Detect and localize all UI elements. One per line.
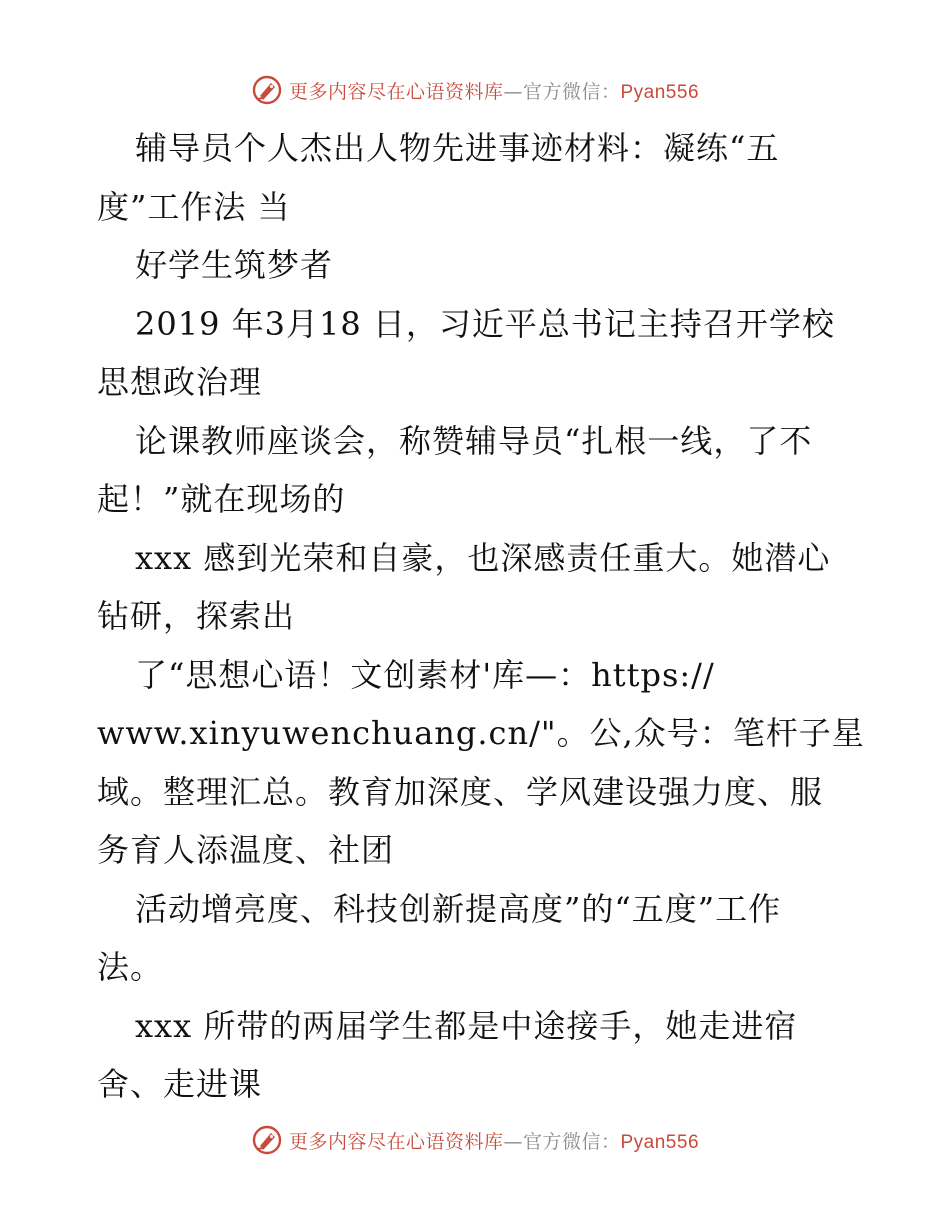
body-line: 舍、走进课: [97, 1065, 263, 1103]
pen-nib-seal-icon: [251, 1124, 283, 1156]
body-line: www.xinyuwenchuang.cn/"。公,众号：笔杆子星: [97, 714, 865, 752]
body-line: 钻研，探索出: [97, 597, 296, 635]
footer-banner-separator: —官方微信：: [503, 1130, 621, 1153]
header-banner-main: 更多内容尽在心语资料库: [288, 80, 504, 103]
header-banner: [0, 70, 950, 110]
pen-nib-seal-icon: [251, 74, 283, 106]
body-line: 活动增亮度、科技创新提高度”的“五度”工作: [135, 889, 782, 928]
body-line: 起！”就在现场的: [97, 480, 346, 518]
body-line: 辅导员个人杰出人物先进事迹材料：凝练“五: [135, 129, 780, 167]
body-line: xxx 所带的两届学生都是中途接手，她走进宿: [135, 1006, 798, 1045]
header-banner-id: Pyan556: [620, 81, 700, 103]
body-line: 域。整理汇总。教育加深度、学风建设强力度、服: [97, 772, 824, 811]
header-banner-text: [289, 77, 699, 104]
header-banner-separator: —官方微信：: [503, 80, 621, 103]
body-line: 思想政治理: [97, 363, 263, 401]
body-line: 了“思想心语！文创素材'库—：https://: [135, 655, 715, 694]
body-line: 度”工作法 当: [97, 187, 291, 226]
body-line: 2019 年3月18 日，习近平总书记主持召开学校: [135, 304, 835, 343]
body-line: xxx 感到光荣和自豪，也深感责任重大。她潜心: [135, 538, 831, 577]
body-line: 法。: [97, 948, 164, 986]
footer-banner-id: Pyan556: [620, 1131, 700, 1153]
footer-banner: [0, 1120, 950, 1160]
footer-banner-main: 更多内容尽在心语资料库: [288, 1130, 504, 1153]
document-body: [97, 119, 865, 1114]
body-line: 论课教师座谈会，称赞辅导员“扎根一线，了不: [135, 421, 813, 460]
body-line: 好学生筑梦者: [135, 246, 334, 284]
footer-banner-text: [289, 1127, 699, 1154]
body-line: 务育人添温度、社团: [97, 831, 395, 869]
